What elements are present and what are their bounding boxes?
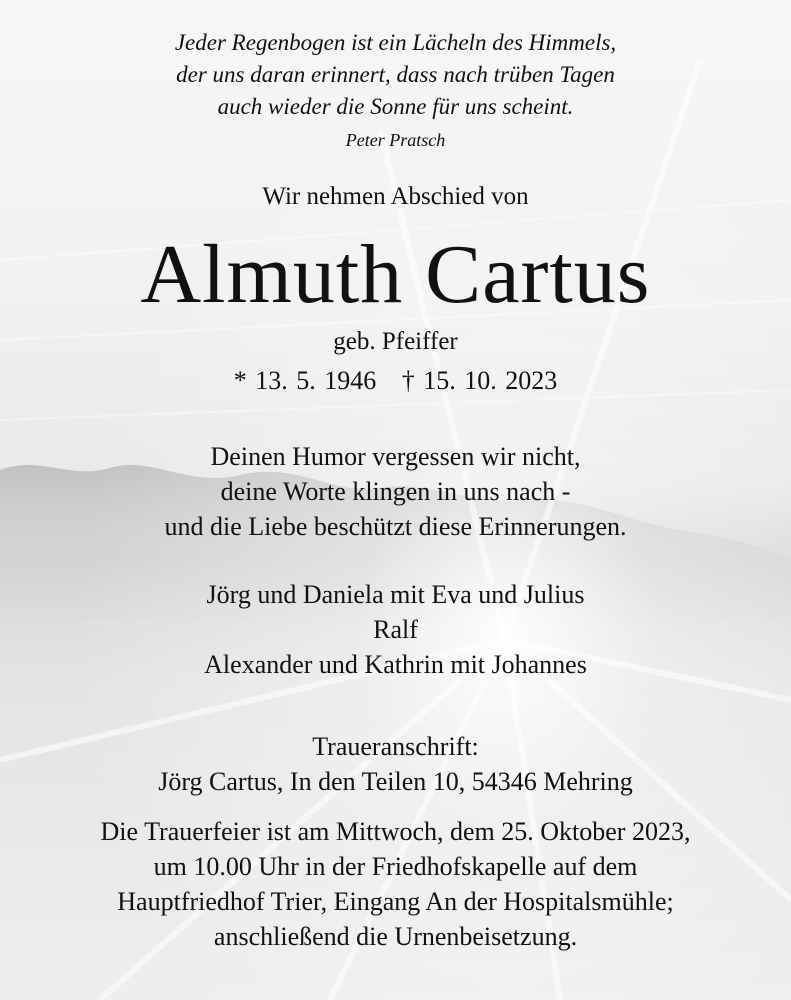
intro-text: Wir nehmen Abschied von [262, 183, 529, 210]
funeral-line: Die Trauerfeier ist am Mittwoch, dem 25. Oktober 2023, [100, 817, 691, 846]
mourner-line: Jörg und Daniela mit Eva und Julius [206, 580, 585, 609]
quote-line: der uns daran erinnert, dass nach trüben Tagen [176, 62, 615, 87]
mourner-line: Alexander und Kathrin mit Johannes [204, 650, 587, 679]
funeral-line: Hauptfriedhof Trier, Eingang An der Hospitalsmühle; [117, 887, 674, 916]
remembrance-line: und die Liebe beschützt diese Erinnerungen. [164, 512, 627, 541]
address-value: Jörg Cartus, In den Teilen 10, 54346 Mehring [158, 767, 633, 796]
address-label: Traueranschrift: [312, 732, 479, 761]
mourner-line: Ralf [373, 615, 418, 644]
funeral-line: anschließend die Urnenbeisetzung. [213, 922, 578, 951]
quote-line: auch wieder die Sonne für uns scheint. [217, 94, 574, 119]
life-dates: * 13. 5. 1946 † 15. 10. 2023 [233, 366, 558, 395]
quote-author: Peter Pratsch [345, 130, 446, 150]
maiden-name: geb. Pfeiffer [333, 328, 458, 355]
quote-line: Jeder Regenbogen ist ein Lächeln des Himmels, [174, 30, 617, 55]
remembrance-line: Deinen Humor vergessen wir nicht, [210, 442, 581, 471]
deceased-name: Almuth Cartus [140, 228, 651, 321]
remembrance-line: deine Worte klingen in uns nach - [220, 477, 571, 506]
funeral-line: um 10.00 Uhr in der Friedhofskapelle auf dem [153, 852, 638, 881]
